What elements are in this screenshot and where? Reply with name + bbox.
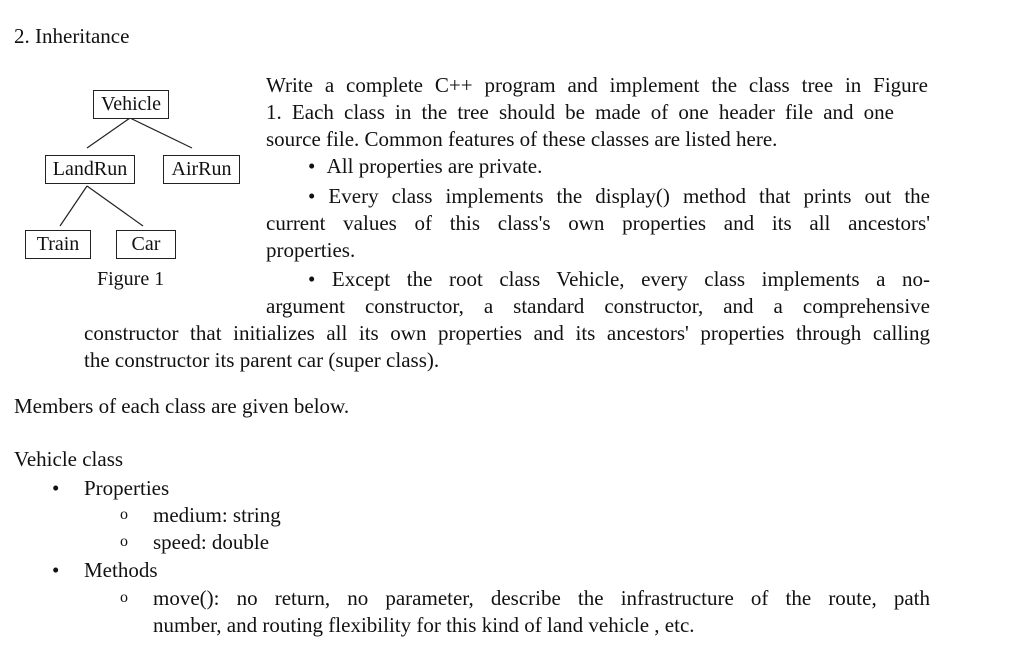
sub-bullet-marker: o bbox=[120, 533, 128, 550]
intro-line: source file. Common features of these classes are listed here. bbox=[266, 127, 778, 151]
property-item: speed: double bbox=[153, 530, 270, 554]
edge-landrun-car bbox=[87, 186, 143, 226]
method-item-continuation: number, and routing flexibility for this kind of land vehicle , etc. bbox=[153, 613, 695, 637]
node-airrun: AirRun bbox=[163, 155, 240, 184]
bullet-marker: • bbox=[308, 154, 316, 178]
vehicle-class-title: Vehicle class bbox=[14, 447, 124, 471]
edge-landrun-train bbox=[60, 186, 87, 226]
edge-vehicle-airrun bbox=[130, 118, 192, 148]
node-vehicle: Vehicle bbox=[93, 90, 169, 119]
node-car: Car bbox=[116, 230, 176, 259]
bullet-marker: • bbox=[52, 558, 60, 582]
bullet-text: All properties are private. bbox=[326, 154, 543, 178]
properties-label: Properties bbox=[84, 476, 170, 500]
feature-bullet bbox=[308, 183, 930, 210]
bullet-continuation: argument constructor, a standard constructor, and a comprehensive bbox=[266, 294, 930, 318]
members-intro: Members of each class are given below. bbox=[14, 394, 350, 418]
sub-bullet-marker: o bbox=[120, 589, 128, 606]
bullet-text: Every class implements the display() method that prints out the bbox=[328, 184, 930, 208]
bullet-marker: • bbox=[308, 184, 329, 208]
intro-line: Write a complete C++ program and implement the class tree in Figure bbox=[266, 73, 928, 97]
edge-vehicle-landrun bbox=[87, 118, 130, 148]
intro-line: 1. Each class in the tree should be made of one header file and one bbox=[266, 100, 894, 124]
bullet-continuation: properties. bbox=[266, 238, 356, 262]
methods-label: Methods bbox=[84, 558, 158, 582]
node-landrun: LandRun bbox=[45, 155, 135, 184]
bullet-continuation: current values of this class's own properties and its all ancestors' bbox=[266, 211, 930, 235]
figure-caption: Figure 1 bbox=[97, 268, 165, 290]
bullet-continuation: constructor that initializes all its own properties and its ancestors' properties through calling bbox=[84, 321, 930, 345]
bullet-marker: • bbox=[308, 267, 332, 291]
feature-bullet bbox=[308, 266, 930, 293]
node-train: Train bbox=[25, 230, 91, 259]
method-item: move(): no return, no parameter, describe the infrastructure of the route, path bbox=[153, 586, 930, 610]
bullet-text: Except the root class Vehicle, every class implements a no- bbox=[331, 267, 931, 291]
section-heading: 2. Inheritance bbox=[14, 24, 130, 48]
class-tree-diagram bbox=[0, 70, 260, 300]
bullet-continuation: the constructor its parent car (super class). bbox=[84, 348, 440, 372]
sub-bullet-marker: o bbox=[120, 506, 128, 523]
feature-bullet bbox=[308, 153, 542, 180]
property-item: medium: string bbox=[153, 503, 281, 527]
bullet-marker: • bbox=[52, 476, 60, 500]
